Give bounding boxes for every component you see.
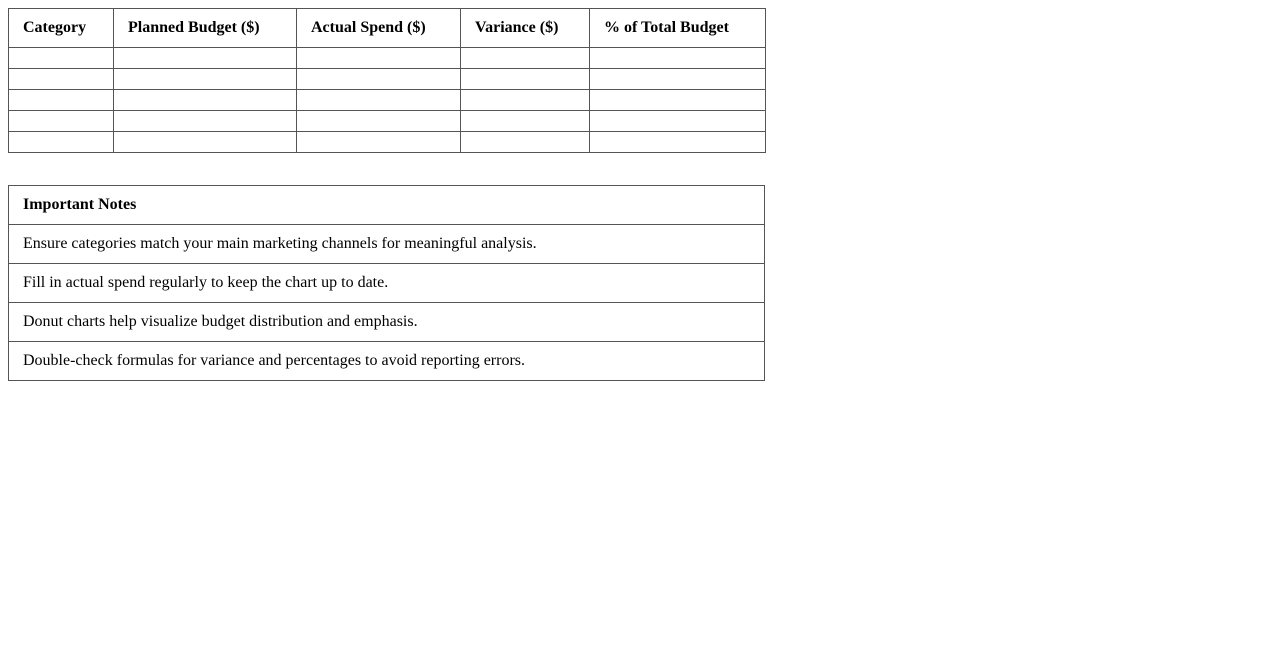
table-cell[interactable] — [9, 90, 114, 111]
column-header-variance: Variance ($) — [461, 9, 590, 48]
note-item: Ensure categories match your main marketing channels for meaningful analysis. — [9, 225, 765, 264]
note-row — [9, 303, 765, 342]
table-cell[interactable] — [297, 48, 461, 69]
column-header-category: Category — [9, 9, 114, 48]
note-row — [9, 342, 765, 381]
table-cell[interactable] — [297, 132, 461, 153]
table-cell[interactable] — [9, 132, 114, 153]
table-cell[interactable] — [590, 132, 766, 153]
table-cell[interactable] — [461, 90, 590, 111]
table-cell[interactable] — [461, 132, 590, 153]
table-cell[interactable] — [114, 132, 297, 153]
table-cell[interactable] — [590, 111, 766, 132]
table-cell[interactable] — [461, 69, 590, 90]
table-cell[interactable] — [461, 48, 590, 69]
table-cell[interactable] — [114, 48, 297, 69]
table-row — [9, 90, 766, 111]
note-row — [9, 264, 765, 303]
table-cell[interactable] — [114, 111, 297, 132]
table-row — [9, 69, 766, 90]
table-cell[interactable] — [114, 69, 297, 90]
notes-table — [8, 185, 765, 381]
table-cell[interactable] — [461, 111, 590, 132]
table-row — [9, 132, 766, 153]
table-cell[interactable] — [114, 90, 297, 111]
table-cell[interactable] — [9, 69, 114, 90]
table-cell[interactable] — [297, 90, 461, 111]
column-header-actual-spend: Actual Spend ($) — [297, 9, 461, 48]
table-cell[interactable] — [9, 48, 114, 69]
notes-header-row — [9, 186, 765, 225]
column-header-planned-budget: Planned Budget ($) — [114, 9, 297, 48]
table-cell[interactable] — [9, 111, 114, 132]
table-cell[interactable] — [590, 69, 766, 90]
table-row — [9, 111, 766, 132]
note-item: Donut charts help visualize budget distribution and emphasis. — [9, 303, 765, 342]
budget-table — [8, 8, 766, 153]
column-header-percent-total: % of Total Budget — [590, 9, 766, 48]
note-item: Double-check formulas for variance and percentages to avoid reporting errors. — [9, 342, 765, 381]
note-row — [9, 225, 765, 264]
table-cell[interactable] — [590, 48, 766, 69]
table-cell[interactable] — [297, 69, 461, 90]
table-cell[interactable] — [297, 111, 461, 132]
notes-title: Important Notes — [9, 186, 765, 225]
table-cell[interactable] — [590, 90, 766, 111]
note-item: Fill in actual spend regularly to keep the chart up to date. — [9, 264, 765, 303]
table-row — [9, 48, 766, 69]
table-header-row — [9, 9, 766, 48]
